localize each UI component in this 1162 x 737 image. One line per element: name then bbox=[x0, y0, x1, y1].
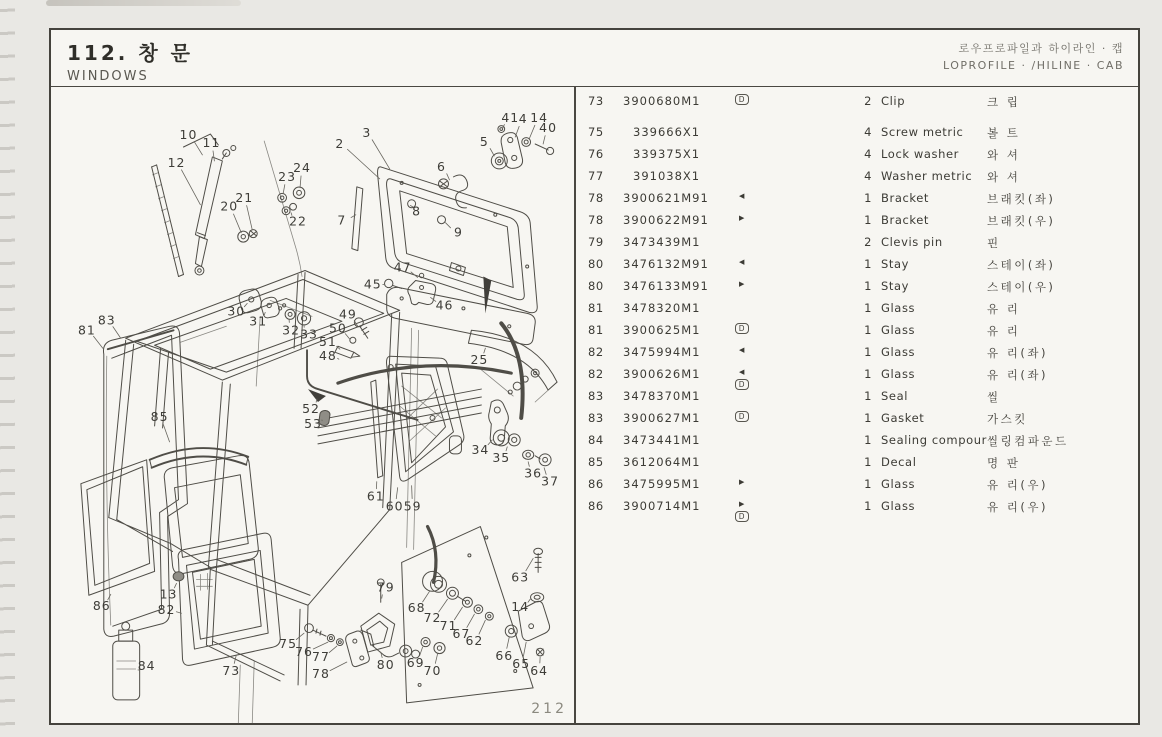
part-ref-label: 50 bbox=[328, 320, 347, 336]
description-en: Gasket bbox=[881, 411, 925, 425]
quantity: 1 bbox=[864, 301, 872, 315]
ref-no: 84 bbox=[588, 433, 604, 447]
part-ref-label: 14 bbox=[530, 110, 549, 126]
note-d-icon: D bbox=[735, 379, 749, 390]
label-leader bbox=[351, 215, 356, 218]
description-en: Stay bbox=[881, 279, 910, 293]
parts-table bbox=[576, 87, 1138, 723]
variant-marks bbox=[722, 323, 762, 334]
section-title-en: WINDOWS bbox=[67, 69, 149, 84]
part-ref-label: 23 bbox=[278, 168, 297, 184]
part-ref-label: 72 bbox=[423, 610, 442, 626]
ref-no: 86 bbox=[588, 499, 604, 513]
description-kr: 와 셔 bbox=[987, 170, 1021, 184]
description-kr: 브래킷(좌) bbox=[987, 192, 1056, 206]
table-row bbox=[576, 169, 1138, 189]
part-ref-label: 37 bbox=[541, 473, 560, 489]
right-variant-icon: ▶ bbox=[739, 478, 745, 486]
part-ref-label: 8 bbox=[412, 203, 422, 219]
description-en: Seal bbox=[881, 389, 909, 403]
part-number: 3900622M91 bbox=[623, 213, 709, 227]
part-ref-label: 65 bbox=[512, 655, 531, 671]
quantity: 1 bbox=[864, 323, 872, 337]
part-ref-label: 13 bbox=[159, 586, 178, 602]
ref-no: 78 bbox=[588, 213, 604, 227]
label-leader bbox=[347, 149, 379, 179]
left-variant-icon: ◀ bbox=[739, 192, 745, 200]
table-row bbox=[576, 499, 1138, 519]
description-kr: 가스킷 bbox=[987, 412, 1028, 426]
title-block bbox=[67, 37, 193, 84]
table-row bbox=[576, 411, 1138, 431]
part-ref-label: 61 bbox=[366, 488, 385, 504]
part-number: 3475995M1 bbox=[623, 477, 701, 491]
variant-marks bbox=[722, 257, 762, 267]
part-number: 3478320M1 bbox=[623, 301, 701, 315]
description-kr: 브래킷(우) bbox=[987, 214, 1056, 228]
seal-curves bbox=[338, 276, 523, 582]
part-ref-label: 47 bbox=[393, 259, 412, 275]
part-ref-label: 49 bbox=[338, 306, 357, 322]
part-number: 3478370M1 bbox=[623, 389, 701, 403]
part-ref-label: 9 bbox=[453, 224, 463, 240]
part-ref-label: 31 bbox=[249, 313, 268, 329]
part-ref-label: 46 bbox=[435, 297, 454, 313]
part-ref-label: 14 bbox=[511, 599, 530, 615]
description-en: Bracket bbox=[881, 191, 930, 205]
part-ref-label: 68 bbox=[407, 600, 426, 616]
label-leader bbox=[194, 142, 202, 155]
part-ref-label: 5 bbox=[479, 133, 489, 149]
part-ref-label: 62 bbox=[465, 633, 484, 649]
label-leader bbox=[523, 642, 526, 656]
part-ref-label: 34 bbox=[471, 441, 490, 457]
description-kr: 스테이(좌) bbox=[987, 258, 1056, 272]
table-row bbox=[576, 455, 1138, 475]
part-number: 3473441M1 bbox=[623, 433, 701, 447]
quantity: 1 bbox=[864, 411, 872, 425]
label-leader bbox=[233, 214, 241, 233]
part-number: 3475994M1 bbox=[623, 345, 701, 359]
table-row bbox=[576, 279, 1138, 299]
ref-no: 83 bbox=[588, 411, 604, 425]
table-row bbox=[576, 433, 1138, 453]
quantity: 1 bbox=[864, 367, 872, 381]
part-ref-label: 22 bbox=[289, 213, 307, 229]
part-number: 3900621M91 bbox=[623, 191, 709, 205]
label-leader bbox=[300, 176, 301, 188]
quantity: 1 bbox=[864, 213, 872, 227]
ref-no: 73 bbox=[588, 94, 604, 108]
part-ref-label: 73 bbox=[222, 662, 241, 678]
part-number: 3476133M91 bbox=[623, 279, 709, 293]
label-leader bbox=[93, 336, 102, 348]
ref-no: 81 bbox=[588, 301, 604, 315]
ref-no: 79 bbox=[588, 235, 604, 249]
ref-no: 78 bbox=[588, 191, 604, 205]
description-en: Stay bbox=[881, 257, 910, 271]
part-ref-label: 11 bbox=[202, 134, 221, 150]
note-d-icon: D bbox=[735, 511, 749, 522]
part-ref-label: 10 bbox=[179, 127, 198, 143]
description-en: Glass bbox=[881, 499, 916, 513]
quantity: 1 bbox=[864, 433, 872, 447]
note-d-icon: D bbox=[735, 411, 749, 422]
quantity: 1 bbox=[864, 499, 872, 513]
description-en: Bracket bbox=[881, 213, 930, 227]
part-number: 3476132M91 bbox=[623, 257, 709, 271]
part-ref-label: 3 bbox=[362, 125, 372, 141]
description-kr: 씰링컴파운드 bbox=[987, 434, 1069, 448]
part-number: 3900627M1 bbox=[623, 411, 701, 425]
label-leader bbox=[490, 148, 494, 155]
quantity: 1 bbox=[864, 389, 872, 403]
description-kr: 유 리 bbox=[987, 302, 1021, 316]
description-kr: 와 셔 bbox=[987, 148, 1021, 162]
label-leader bbox=[515, 126, 519, 137]
label-leader bbox=[213, 151, 214, 161]
description-en: Screw metric bbox=[881, 125, 964, 139]
part-ref-label: 2 bbox=[335, 135, 345, 151]
ref-no: 82 bbox=[588, 345, 604, 359]
part-ref-label: 33 bbox=[300, 326, 318, 342]
description-kr: 유 리(좌) bbox=[987, 368, 1048, 382]
part-number: 391038X1 bbox=[633, 169, 701, 183]
label-leader bbox=[163, 424, 169, 442]
left-variant-icon: ◀ bbox=[739, 368, 745, 376]
label-leader bbox=[529, 125, 535, 139]
label-leader bbox=[283, 185, 285, 194]
label-leader bbox=[411, 272, 418, 278]
page-title bbox=[67, 37, 193, 66]
front-lower-glass bbox=[81, 460, 155, 595]
part-ref-label: 85 bbox=[150, 408, 169, 424]
part-ref-label: 20 bbox=[220, 198, 239, 214]
ref-no: 77 bbox=[588, 169, 604, 183]
description-en: Decal bbox=[881, 455, 917, 469]
part-ref-label: 35 bbox=[492, 449, 511, 465]
ref-no: 83 bbox=[588, 389, 604, 403]
description-kr: 핀 bbox=[987, 236, 1001, 250]
scan-binding-edge bbox=[0, 0, 15, 737]
label-leader bbox=[329, 646, 337, 652]
part-ref-label: 59 bbox=[403, 498, 422, 514]
right-variant-icon: ▶ bbox=[739, 500, 745, 508]
table-row bbox=[576, 191, 1138, 211]
label-leader bbox=[412, 486, 413, 499]
label-leader bbox=[313, 642, 328, 649]
right-variant-icon: ▶ bbox=[739, 280, 745, 288]
part-ref-label: 84 bbox=[137, 657, 156, 673]
part-ref-label: 64 bbox=[530, 662, 549, 678]
description-kr: 유 리(우) bbox=[987, 478, 1048, 492]
note-d-icon: D bbox=[735, 94, 749, 105]
part-ref-label: 67 bbox=[452, 626, 471, 642]
variant-marks bbox=[722, 191, 762, 201]
part-number: 339666X1 bbox=[633, 125, 701, 139]
part-ref-label: 82 bbox=[157, 602, 176, 618]
part-ref-label: 69 bbox=[406, 655, 425, 671]
part-ref-label: 60 bbox=[385, 498, 404, 514]
scan-edge-artifact bbox=[46, 0, 241, 6]
table-row bbox=[576, 257, 1138, 277]
ref-no: 80 bbox=[588, 279, 604, 293]
part-ref-label: 21 bbox=[235, 189, 254, 205]
table-row bbox=[576, 94, 1138, 114]
part-number: 339375X1 bbox=[633, 147, 701, 161]
part-ref-label: 4 bbox=[518, 111, 528, 127]
ref-no: 82 bbox=[588, 367, 604, 381]
model-variant-kr: 로우프로파일과 하이라인 · 캡 bbox=[958, 42, 1124, 55]
label-leader bbox=[338, 358, 339, 359]
description-en: Washer metric bbox=[881, 169, 973, 183]
quantity: 1 bbox=[864, 345, 872, 359]
part-ref-label: 41 bbox=[501, 110, 520, 126]
quantity: 4 bbox=[864, 125, 872, 139]
label-leader bbox=[330, 662, 347, 671]
decal-strip bbox=[150, 448, 249, 468]
table-row bbox=[576, 235, 1138, 255]
part-ref-label: 76 bbox=[295, 644, 313, 660]
part-ref-label: 86 bbox=[92, 598, 111, 614]
ref-no: 85 bbox=[588, 455, 604, 469]
description-en: Clip bbox=[881, 94, 906, 108]
description-en: Glass bbox=[881, 301, 916, 315]
model-variant-en: LOPROFILE · /HILINE · CAB bbox=[943, 59, 1124, 72]
table-row bbox=[576, 147, 1138, 167]
quantity: 1 bbox=[864, 191, 872, 205]
description-en: Sealing compour bbox=[881, 433, 987, 447]
section-title-kr: 창 문 bbox=[138, 41, 193, 65]
label-leader bbox=[435, 654, 437, 663]
description-en: Glass bbox=[881, 345, 916, 359]
quantity: 1 bbox=[864, 257, 872, 271]
quantity: 2 bbox=[864, 235, 872, 249]
description-en: Glass bbox=[881, 367, 916, 381]
variant-marks bbox=[722, 213, 762, 223]
part-ref-label: 71 bbox=[439, 618, 458, 634]
note-d-icon: D bbox=[735, 323, 749, 334]
variant-marks bbox=[722, 499, 762, 522]
exploded-diagram-svg bbox=[51, 87, 574, 725]
label-leader bbox=[247, 206, 253, 230]
part-ref-label: 12 bbox=[167, 154, 186, 170]
description-en: Clevis pin bbox=[881, 235, 943, 249]
description-en: Lock washer bbox=[881, 147, 960, 161]
description-kr: 명 판 bbox=[987, 456, 1021, 470]
table-row bbox=[576, 213, 1138, 233]
part-ref-label: 79 bbox=[376, 579, 395, 595]
part-ref-label: 45 bbox=[363, 276, 382, 292]
part-ref-label: 32 bbox=[282, 322, 300, 338]
part-number: 3473439M1 bbox=[623, 235, 701, 249]
part-ref-label: 6 bbox=[437, 158, 446, 174]
part-ref-label: 78 bbox=[312, 665, 330, 681]
part-ref-label: 53 bbox=[304, 415, 322, 431]
part-ref-label: 63 bbox=[511, 569, 530, 585]
part-number: 3900714M1 bbox=[623, 499, 701, 513]
description-kr: 유 리(좌) bbox=[987, 346, 1048, 360]
part-ref-label: 66 bbox=[495, 648, 514, 664]
table-row bbox=[576, 323, 1138, 343]
description-kr: 스테이(우) bbox=[987, 280, 1056, 294]
part-ref-label: 77 bbox=[312, 649, 330, 665]
variant-marks bbox=[722, 477, 762, 487]
part-ref-label: 70 bbox=[423, 662, 442, 678]
description-kr: 볼 트 bbox=[987, 126, 1021, 140]
label-leader bbox=[296, 633, 304, 639]
knob bbox=[173, 572, 184, 581]
variant-marks bbox=[722, 279, 762, 289]
left-variant-icon: ◀ bbox=[739, 258, 745, 266]
part-ref-label: 25 bbox=[470, 352, 489, 368]
quantity: 1 bbox=[864, 455, 872, 469]
quantity: 2 bbox=[864, 94, 872, 108]
label-leader bbox=[382, 595, 383, 598]
label-leader bbox=[113, 327, 121, 339]
quantity: 4 bbox=[864, 169, 872, 183]
label-leader bbox=[445, 223, 450, 228]
ref-no: 75 bbox=[588, 125, 604, 139]
table-row bbox=[576, 389, 1138, 409]
table-row bbox=[576, 301, 1138, 321]
table-row bbox=[576, 367, 1138, 387]
label-leader bbox=[507, 637, 509, 648]
part-ref-label: 52 bbox=[302, 400, 320, 416]
part-number: 3900625M1 bbox=[623, 323, 701, 337]
variant-marks bbox=[722, 367, 762, 390]
window-handle bbox=[479, 368, 557, 466]
part-ref-label: 80 bbox=[376, 656, 395, 672]
support-rail bbox=[152, 165, 184, 277]
part-ref-label: 48 bbox=[319, 348, 337, 364]
part-ref-label: 24 bbox=[293, 159, 311, 175]
description-kr: 유 리(우) bbox=[987, 500, 1048, 514]
exploded-diagram bbox=[51, 87, 574, 725]
part-ref-label: 7 bbox=[337, 212, 347, 228]
table-row bbox=[576, 477, 1138, 497]
description-kr: 유 리 bbox=[987, 324, 1021, 338]
label-leader bbox=[396, 488, 397, 499]
label-leader bbox=[181, 170, 200, 205]
description-en: Glass bbox=[881, 477, 916, 491]
part-number: 3900626M1 bbox=[623, 367, 701, 381]
part-ref-label: 51 bbox=[319, 334, 337, 350]
label-leader bbox=[372, 140, 390, 169]
part-ref-label: 81 bbox=[77, 322, 96, 338]
part-number: 3612064M1 bbox=[623, 455, 701, 469]
table-row bbox=[576, 345, 1138, 365]
quantity: 1 bbox=[864, 279, 872, 293]
label-leader bbox=[543, 136, 545, 144]
description-en: Glass bbox=[881, 323, 916, 337]
description-kr: 크 립 bbox=[987, 95, 1021, 109]
table-row bbox=[576, 125, 1138, 145]
left-variant-icon: ◀ bbox=[739, 346, 745, 354]
ref-no: 76 bbox=[588, 147, 604, 161]
description-kr: 씰 bbox=[987, 390, 1001, 404]
right-variant-icon: ▶ bbox=[739, 214, 745, 222]
part-ref-label: 30 bbox=[227, 303, 246, 319]
ref-no: 81 bbox=[588, 323, 604, 337]
part-ref-label: 40 bbox=[539, 120, 558, 136]
variant-marks bbox=[722, 411, 762, 422]
label-leader bbox=[447, 174, 450, 180]
label-leader bbox=[479, 620, 485, 634]
sealant-bottle bbox=[113, 622, 140, 700]
catalog-page bbox=[49, 28, 1140, 725]
variant-marks bbox=[722, 94, 762, 105]
ref-no: 80 bbox=[588, 257, 604, 271]
part-number: 3900680M1 bbox=[623, 94, 701, 108]
door-glass bbox=[178, 533, 280, 665]
quantity: 4 bbox=[864, 147, 872, 161]
ref-no: 86 bbox=[588, 477, 604, 491]
part-ref-label: 75 bbox=[279, 636, 298, 652]
model-variant-header bbox=[943, 40, 1124, 74]
page-number: 212 bbox=[531, 701, 567, 717]
quantity: 1 bbox=[864, 477, 872, 491]
part-ref-label: 36 bbox=[524, 465, 543, 481]
part-ref-label: 83 bbox=[97, 312, 116, 328]
section-number: 112. bbox=[67, 41, 129, 65]
variant-marks bbox=[722, 345, 762, 355]
